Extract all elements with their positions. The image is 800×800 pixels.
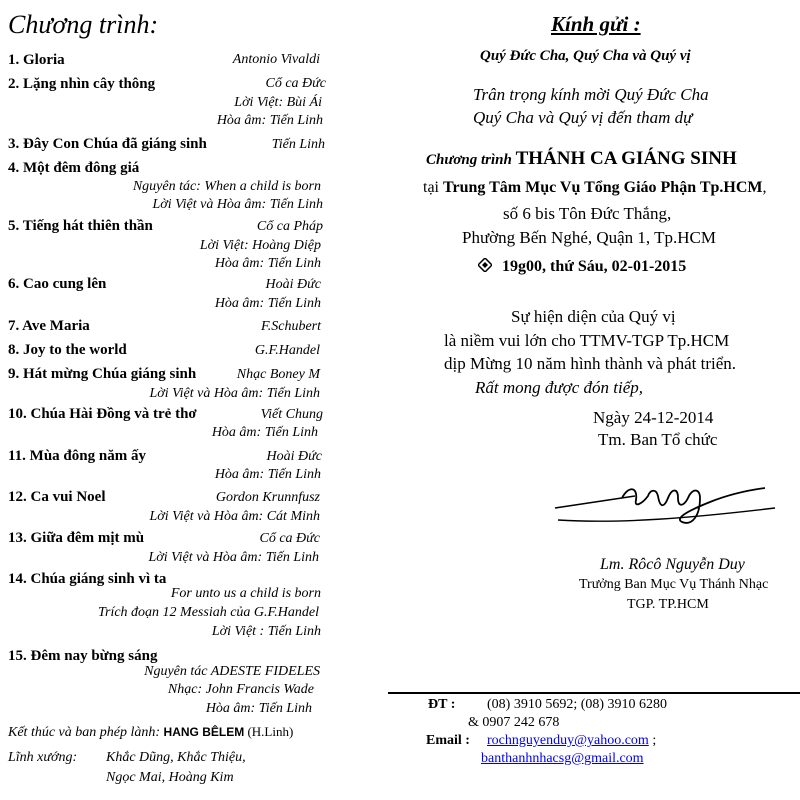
program-item-credit: Lời Việt : Tiến Linh — [211, 624, 321, 639]
closing-line — [8, 724, 293, 741]
recipient-heading: Kính gửi : — [551, 12, 641, 36]
program-item-credit: Hòa âm: Tiến Linh — [214, 256, 321, 271]
message-line-4: Rất mong được đón tiếp, — [475, 378, 644, 397]
issue-date: Ngày 24-12-2014 — [593, 408, 714, 427]
choir-line-1: Khắc Dũng, Khắc Thiệu, — [106, 750, 246, 765]
address-line-1: số 6 bis Tôn Đức Thắng, — [503, 204, 672, 223]
program-item-title: 14. Chúa giáng sinh vì ta — [8, 571, 167, 587]
venue-name: Trung Tâm Mục Vụ Tổng Giáo Phận Tp.HCM — [443, 179, 763, 196]
program-item-credit: Tiến Linh — [271, 137, 325, 152]
event-time-text: 19g00, thứ Sáu, 02-01-2015 — [502, 258, 687, 275]
signature — [550, 468, 780, 538]
program-item-credit: Gordon Krunnfusz — [215, 490, 320, 505]
address-line-2: Phường Bến Nghé, Quận 1, Tp.HCM — [462, 228, 716, 247]
program-item-title: 13. Giữa đêm mịt mù — [8, 530, 145, 546]
program-item-title: 2. Lặng nhìn cây thông — [8, 76, 156, 92]
closing-credit: (H.Linh) — [244, 724, 294, 739]
email-line-2 — [481, 751, 644, 767]
phone-label: ĐT : — [428, 697, 456, 712]
program-item-credit: Cổ ca Đức — [265, 76, 326, 91]
email-link-yahoo[interactable]: rochnguyenduy@yahoo.com — [487, 733, 649, 748]
signer-org: TGP. TP.HCM — [627, 597, 709, 612]
program-item-title: 1. Gloria — [8, 52, 65, 68]
email-label: Email : — [426, 733, 470, 748]
closing-prefix: Kết thúc và ban phép lành: — [8, 725, 164, 740]
event-line — [426, 148, 737, 170]
program-item-title: 4. Một đêm đông giá — [8, 160, 140, 176]
diamond-bullet-icon — [478, 258, 492, 272]
message-line-3: dịp Mừng 10 năm hình thành và phát triển. — [444, 354, 737, 373]
program-item-credit: Hòa âm: Tiến Linh — [214, 467, 321, 482]
program-item-credit: Nhạc Boney M — [236, 367, 320, 382]
choir-label: Lĩnh xướng: — [8, 750, 78, 765]
venue-prefix: tại — [423, 179, 443, 196]
program-item-title: 8. Joy to the world — [8, 342, 127, 358]
email-separator: ; — [648, 733, 657, 748]
message-line-2: là niềm vui lớn cho TTMV-TGP Tp.HCM — [444, 331, 730, 350]
event-name: THÁNH CA GIÁNG SINH — [515, 148, 737, 169]
program-item-credit: Nhạc: John Francis Wade — [167, 682, 314, 697]
program-item-credit: Nguyên tác: When a child is born — [132, 179, 321, 194]
program-item-credit: F.Schubert — [260, 319, 321, 334]
program-item-credit: Hòa âm: Tiến Linh — [216, 113, 323, 128]
phone-numbers: (08) 3910 5692; (08) 3910 6280 — [487, 697, 668, 712]
program-item-credit: Lời Việt: Hoàng Diệp — [199, 238, 321, 253]
invite-line-1: Trân trọng kính mời Quý Đức Cha — [473, 85, 709, 104]
program-item-title: 3. Đây Con Chúa đã giáng sinh — [8, 136, 207, 152]
program-item-title: 5. Tiếng hát thiên thần — [8, 218, 153, 234]
program-item-title: 9. Hát mừng Chúa giáng sinh — [8, 366, 197, 382]
program-item-credit: Trích đoạn 12 Messiah của G.F.Handel — [97, 605, 319, 620]
program-item-credit: Lời Việt và Hòa âm: Tiến Linh — [152, 197, 323, 212]
signer-name: Lm. Rôcô Nguyễn Duy — [600, 556, 745, 573]
program-item-credit: Hoài Đức — [265, 277, 321, 292]
program-item-credit: Cổ ca Đức — [259, 531, 320, 546]
program-item-title: 6. Cao cung lên — [8, 276, 107, 292]
program-item-title: 15. Đêm nay bừng sáng — [8, 648, 158, 664]
venue-suffix: , — [762, 179, 767, 196]
choir-line-2: Ngọc Mai, Hoàng Kim — [106, 770, 234, 785]
program-item-credit: Lời Việt và Hòa âm: Cát Minh — [149, 509, 320, 524]
program-item-title: 11. Mùa đông năm ấy — [8, 448, 146, 464]
program-item-title: 12. Ca vui Noel — [8, 489, 106, 505]
signer-title: Trưởng Ban Mục Vụ Thánh Nhạc — [579, 577, 769, 592]
closing-song: HANG BÊLEM — [163, 725, 245, 739]
program-item-credit: Lời Việt và Hòa âm: Tiến Linh — [148, 550, 319, 565]
recipients: Quý Đức Cha, Quý Cha và Quý vị — [480, 48, 691, 64]
mobile-number: & 0907 242 678 — [468, 715, 560, 730]
program-item-credit: Hoài Đức — [266, 449, 322, 464]
program-item-credit: Nguyên tác ADESTE FIDELES — [144, 664, 320, 679]
email-link-gmail[interactable]: banthanhnhacsg@gmail.com — [481, 751, 644, 766]
program-item-credit: For unto us a child is born — [170, 586, 321, 601]
email-line-1 — [487, 733, 656, 749]
program-item-credit: G.F.Handel — [254, 343, 320, 358]
program-item-title: 10. Chúa Hài Đồng và trẻ thơ — [8, 406, 197, 422]
event-time — [478, 258, 686, 276]
venue-line — [423, 179, 766, 197]
program-item-credit: Lời Việt và Hòa âm: Tiến Linh — [149, 386, 320, 401]
program-item-credit: Viết Chung — [260, 407, 323, 422]
program-heading: Chương trình: — [8, 10, 159, 39]
program-item-credit: Antonio Vivaldi — [232, 52, 320, 67]
program-item-credit: Cổ ca Pháp — [256, 219, 323, 234]
footer-divider — [388, 692, 800, 694]
invite-line-2: Quý Cha và Quý vị đến tham dự — [473, 108, 693, 127]
program-item-title: 7. Ave Maria — [8, 318, 90, 334]
program-item-credit: Hòa âm: Tiến Linh — [211, 425, 318, 440]
program-item-credit: Hòa âm: Tiến Linh — [205, 701, 312, 716]
program-item-credit: Lời Việt: Bùi Ái — [234, 95, 322, 110]
organizer: Tm. Ban Tổ chức — [598, 430, 718, 449]
event-prefix: Chương trình — [426, 152, 516, 168]
message-line-1: Sự hiện diện của Quý vị — [511, 307, 676, 326]
program-item-credit: Hòa âm: Tiến Linh — [214, 296, 321, 311]
